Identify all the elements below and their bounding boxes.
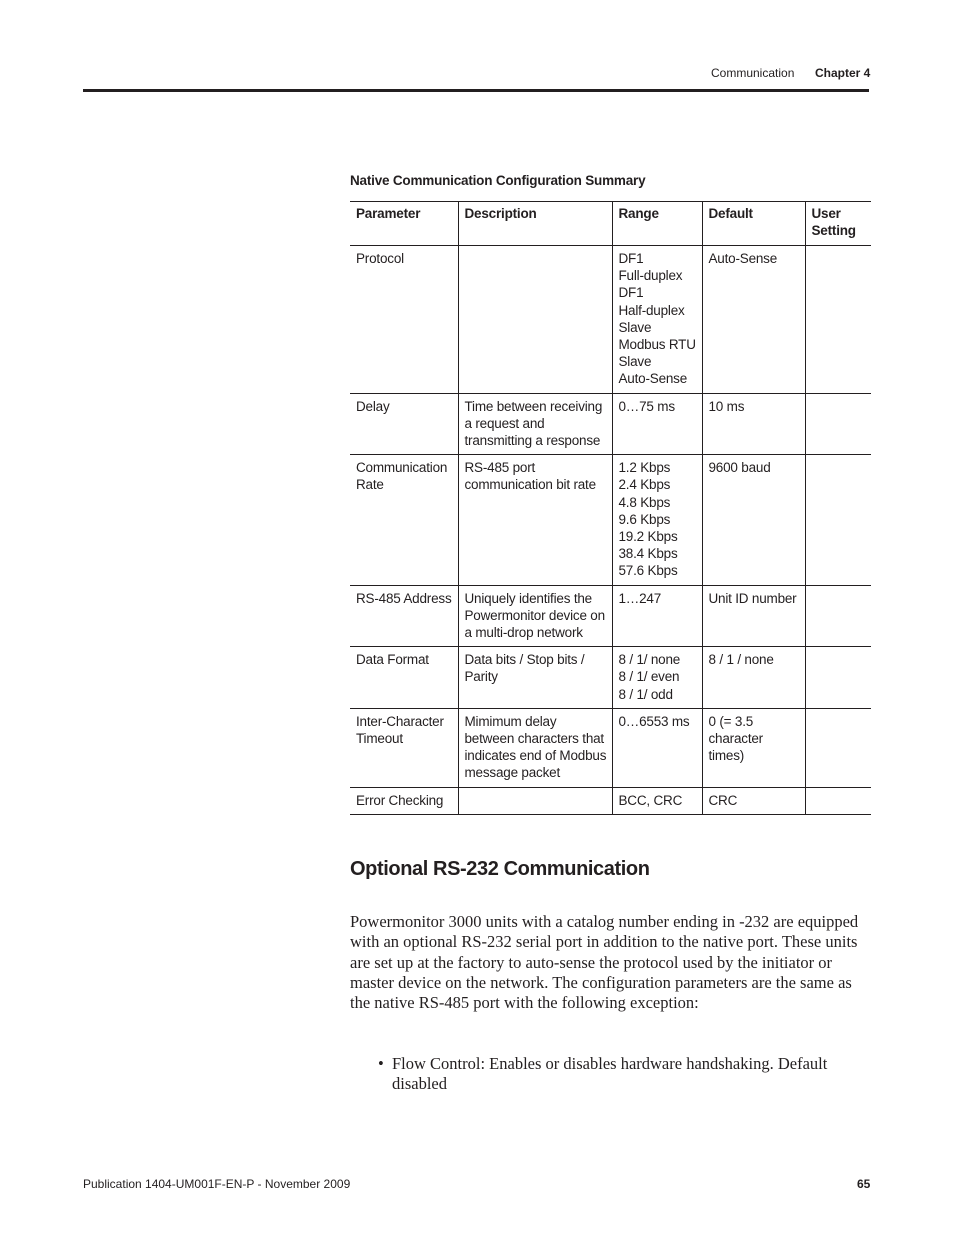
column-header-parameter: Parameter [350,202,458,246]
description-cell [458,787,612,814]
bullet-marker: • [378,1054,384,1073]
user-setting-cell [805,787,871,814]
description-cell: RS-485 port communication bit rate [458,455,612,585]
table-row [350,246,871,394]
range-cell: DF1 Full-duplex DF1 Half-duplex Slave Modbus RTU Slave Auto-Sense [612,246,702,394]
default-cell: CRC [702,787,805,814]
parameter-cell: Error Checking [350,787,458,814]
column-header-default: Default [702,202,805,246]
default-cell: Unit ID number [702,585,805,647]
header-section-title: Communication [711,66,795,80]
user-setting-cell [805,393,871,455]
parameter-cell: RS-485 Address [350,585,458,647]
body-paragraph: Powermonitor 3000 units with a catalog number ending in -232 are equipped with an optional RS-232 serial port in addition to the native port. These units are set up at the factory to auto-sense the protocol used by the initiator or master device on the network. The configuration parameters are the same as the native RS-485 port with the following exception: [350,912,859,1013]
parameter-cell: Communication Rate [350,455,458,585]
user-setting-cell [805,455,871,585]
default-cell: Auto-Sense [702,246,805,394]
range-cell: BCC, CRC [612,787,702,814]
table-row [350,585,871,647]
configuration-summary-table [350,201,871,815]
column-header-user-setting: User Setting [805,202,871,246]
parameter-cell: Protocol [350,246,458,394]
section-heading: Optional RS-232 Communication [350,858,650,880]
header-chapter-label: Chapter 4 [815,66,871,80]
footer-publication: Publication 1404-UM001F-EN-P - November 2009 [83,1177,351,1191]
user-setting-cell [805,246,871,394]
user-setting-cell [805,708,871,787]
range-cell: 8 / 1/ none 8 / 1/ even 8 / 1/ odd [612,647,702,709]
table-header-row [350,202,871,246]
bullet-item [378,1054,858,1095]
table-row [350,393,871,455]
default-cell: 0 (= 3.5 character times) [702,708,805,787]
description-cell: Uniquely identifies the Powermonitor device on a multi-drop network [458,585,612,647]
range-cell: 0…6553 ms [612,708,702,787]
parameter-cell: Delay [350,393,458,455]
bullet-text: Flow Control: Enables or disables hardware handshaking. Default disabled [392,1054,828,1094]
default-cell: 8 / 1 / none [702,647,805,709]
default-cell: 10 ms [702,393,805,455]
table-row [350,787,871,814]
column-header-description: Description [458,202,612,246]
description-cell: Mimimum delay between characters that indicates end of Modbus message packet [458,708,612,787]
parameter-cell: Inter-Character Timeout [350,708,458,787]
default-cell: 9600 baud [702,455,805,585]
range-cell: 1.2 Kbps 2.4 Kbps 4.8 Kbps 9.6 Kbps 19.2 Kbps 38.4 Kbps 57.6 Kbps [612,455,702,585]
description-cell: Data bits / Stop bits / Parity [458,647,612,709]
table-row [350,647,871,709]
range-cell: 0…75 ms [612,393,702,455]
table-row [350,455,871,585]
range-cell: 1…247 [612,585,702,647]
description-cell: Time between receiving a request and transmitting a response [458,393,612,455]
parameter-cell: Data Format [350,647,458,709]
table-row [350,708,871,787]
column-header-range: Range [612,202,702,246]
table-caption: Native Communication Configuration Summary [350,173,646,188]
user-setting-cell [805,647,871,709]
description-cell [458,246,612,394]
page-number: 65 [857,1177,871,1191]
user-setting-cell [805,585,871,647]
header-rule [83,89,869,92]
